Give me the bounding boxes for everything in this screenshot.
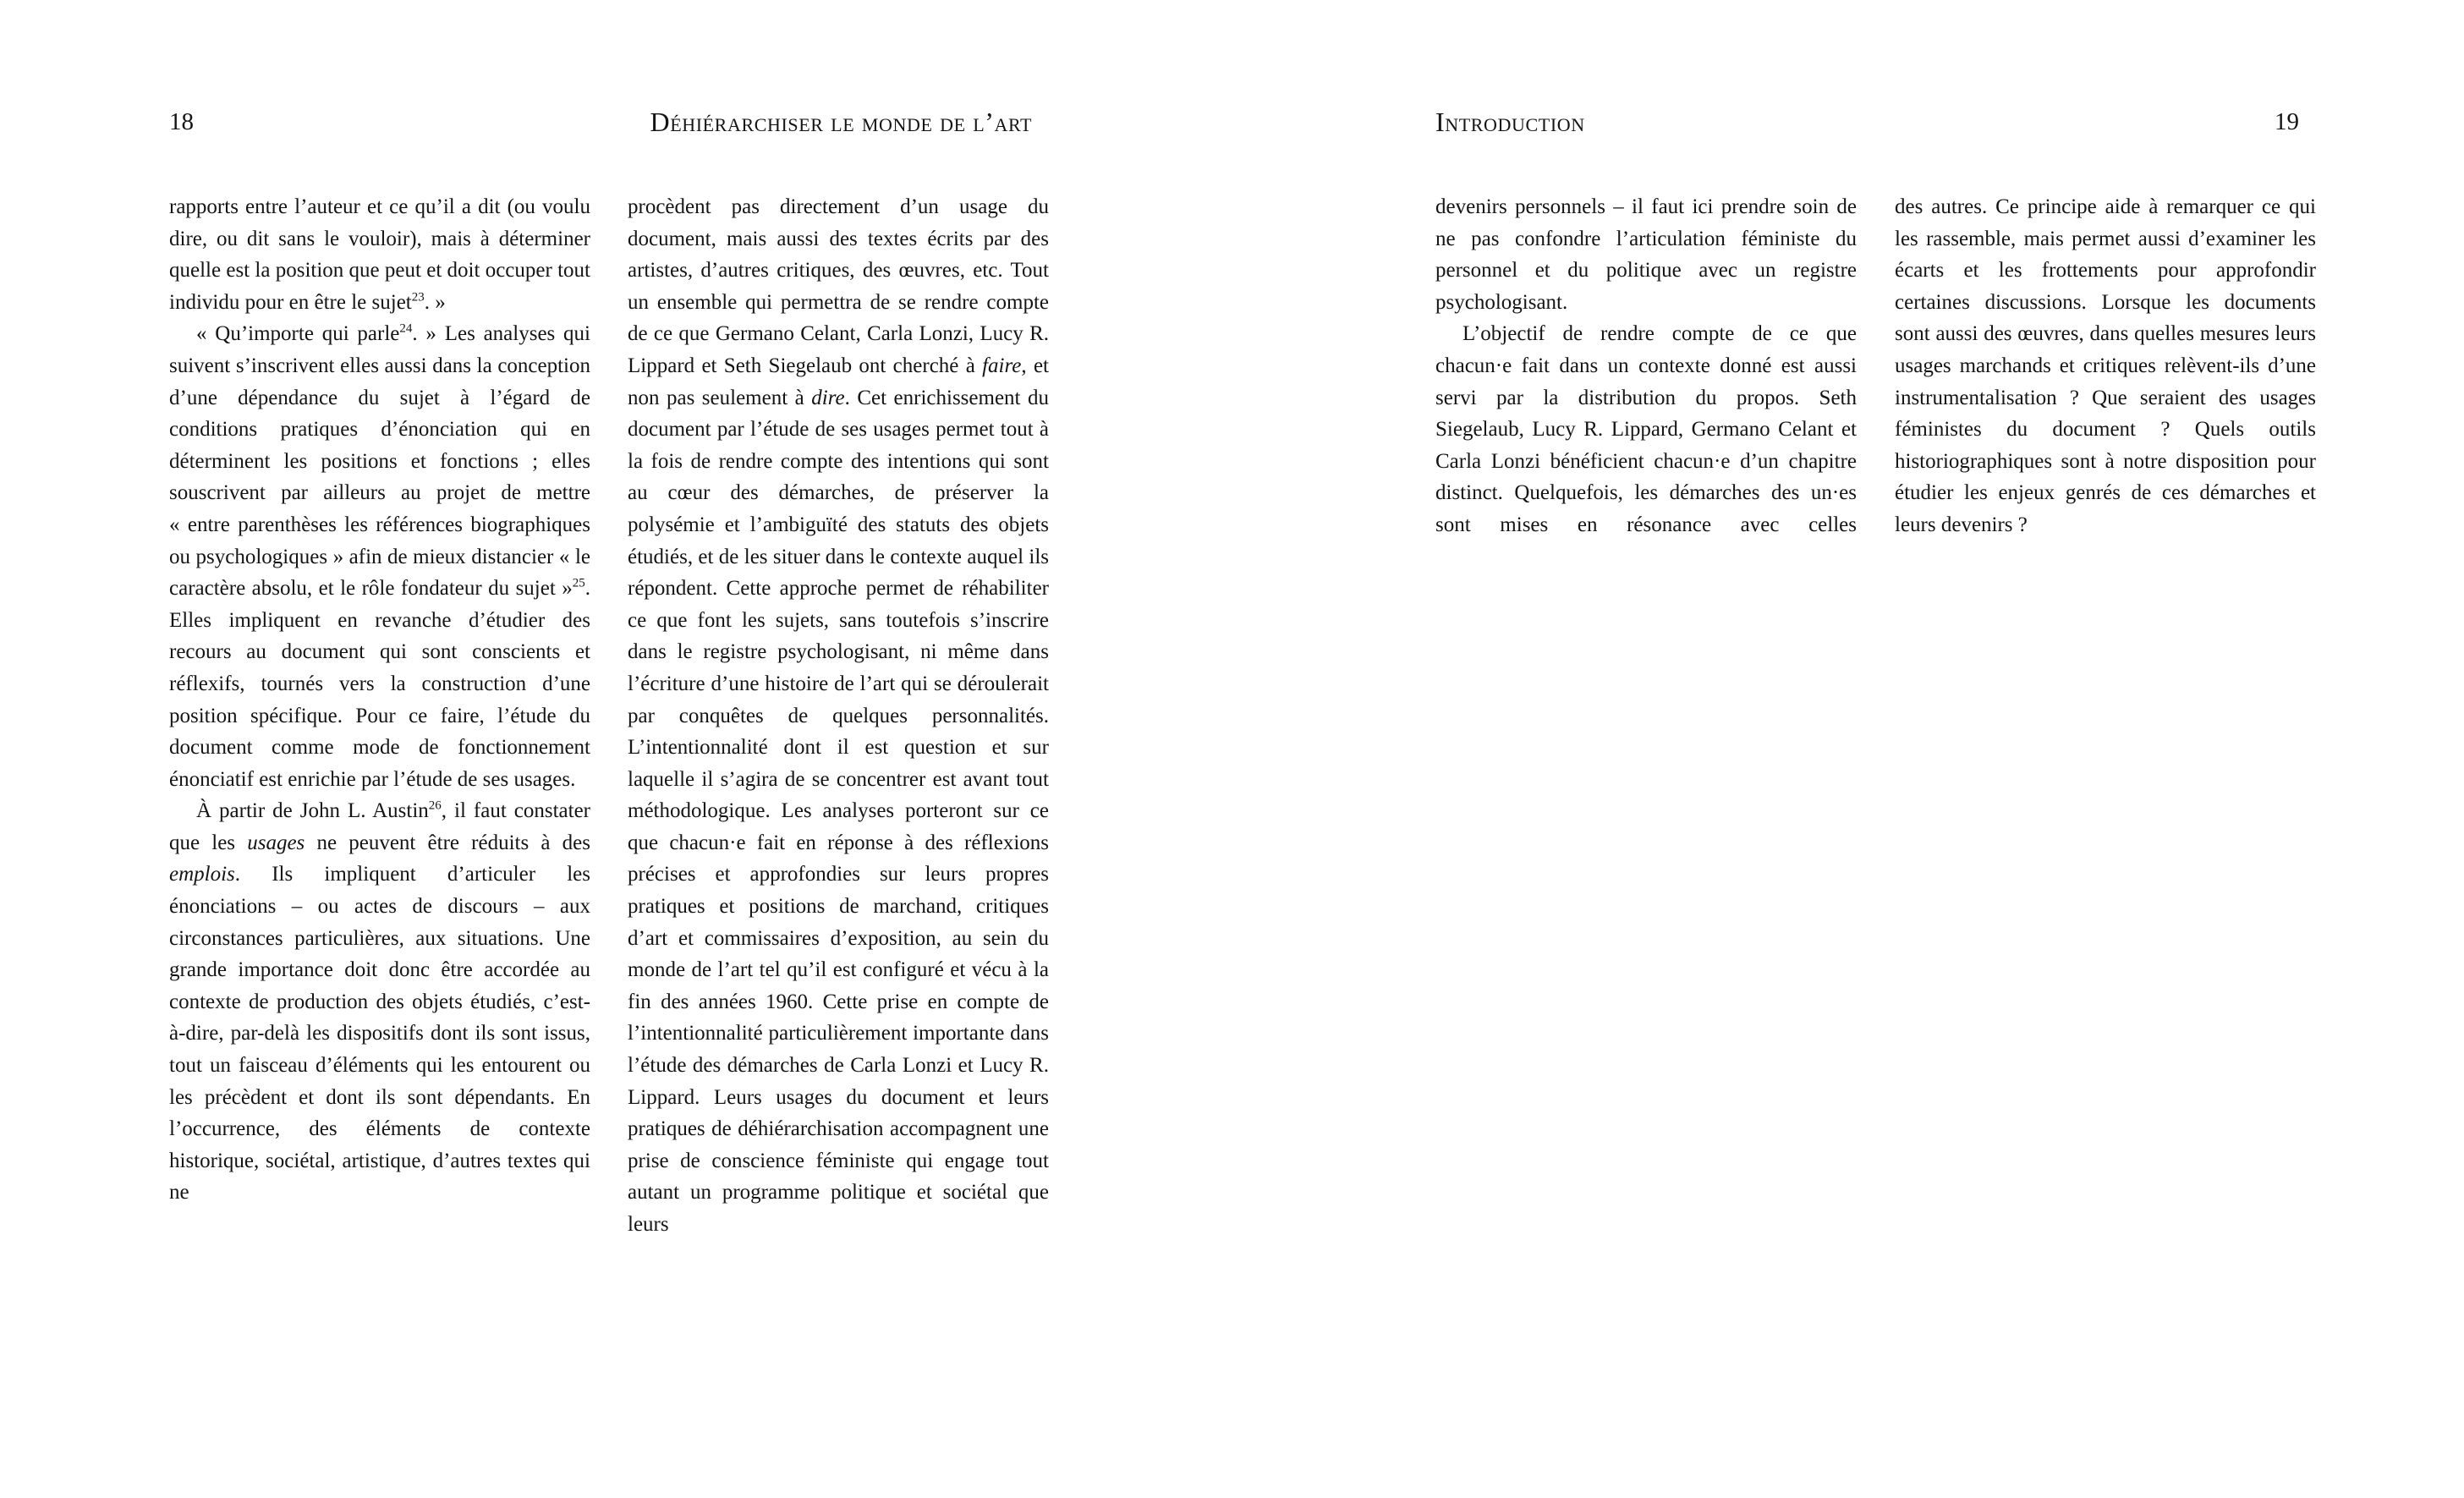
text-run: faire: [982, 354, 1022, 377]
text-run: des autres. Ce principe aide à remarquer ce qui les rassemble, mais permet aussi d’examiner les écarts et les frottements pour approfondir certaines discussions. Lorsque les documents sont aussi des œuvres, dans quelles mesures leurs usages marchands et critiques relèvent-ils d’une instrumentalisation ? Que seraient des usages féministes du document ? Quels outils historiographiques sont à notre disposition pour étudier les enjeux genrés de ces démarches et leurs devenirs ?: [1895, 195, 2316, 536]
text-run: . Ils impliquent d’articuler les énonciations – ou actes de discours – aux circonstances particulières, aux situations. Une grande importance doit donc être accordée au contexte de production des objets étudiés, c’est-à-dire, par-delà les dispositifs dont ils sont issus, tout un faisceau d’éléments qui les entourent ou les précèdent et dont ils sont dépendants. En l’occurrence, des éléments de contexte historique, sociétal, artistique, d’autres textes qui ne: [169, 863, 590, 1204]
running-head: Introduction: [1435, 107, 1585, 137]
text-run: À partir de John L. Austin: [196, 799, 429, 823]
running-head: Déhiérarchiser le monde de l’art: [650, 107, 1032, 137]
paragraph: [169, 795, 590, 1209]
page-number: 19: [2275, 108, 2299, 135]
paragraph: [1435, 191, 1857, 318]
text-column: [628, 191, 1049, 1241]
footnote-reference: 24: [399, 322, 413, 337]
text-run: . Cet enrichissement du document par l’étude de ses usages permet tout à la fois de rendre compte des intentions qui sont au cœur des démarches, de préserver la polysémie et l’ambiguïté des statuts des objets étudiés, et de les situer dans le contexte auquel ils répondent. Cette approche permet de réhabiliter ce que font les sujets, sans toutefois s’inscrire dans le registre psychologisant, ni même dans l’écriture d’une histoire de l’art qui se déroulerait par conquêtes de quelques personnalités. L’intentionnalité dont il est question et sur laquelle il s’agira de se concentrer est avant tout méthodologique. Les analyses porteront sur ce que chacun·e fait en réponse à des réflexions précises et approfondies sur leurs propres pratiques et positions de marchand, critiques d’art et commissaires d’exposition, au sein du monde de l’art tel qu’il est configuré et vécu à la fin des années 1960. Cette prise en compte de l’intentionnalité particulièrement importante dans l’étude des démarches de Carla Lonzi et Lucy R. Lippard. Leurs usages du document et leurs pratiques de déhiérarchisation accompagnent une prise de conscience féministe qui engage tout autant un programme politique et sociétal que leurs: [628, 386, 1049, 1236]
text-run: devenirs personnels – il faut ici prendre soin de ne pas confondre l’articulation féministe du personnel et du politique avec un registre psychologisant.: [1435, 195, 1857, 314]
text-run: « Qu’importe qui parle: [196, 322, 400, 346]
text-run: L’objectif de rendre compte de ce que chacun·e fait dans un contexte donné est aussi servi par la distribution du propos. Seth Siegelaub, Lucy R. Lippard, Germano Celant et Carla Lonzi bénéficient chacun·e d’un chapitre distinct. Quelquefois, les démarches des un·es sont mises en résonance avec celles: [1435, 322, 1857, 536]
text-run: usages: [247, 831, 305, 854]
paragraph: [628, 191, 1049, 1241]
footnote-reference: 23: [411, 290, 425, 305]
footnote-reference: 26: [428, 798, 442, 813]
text-column: [169, 191, 590, 1209]
text-run: rapports entre l’auteur et ce qu’il a dit (ou voulu dire, ou dit sans le vouloir), mais à déterminer quelle est la position que peut et doit occuper tout individu pour en être le sujet: [169, 195, 590, 314]
text-run: . Elles impliquent en revanche d’étudier des recours au document qui sont conscients et réflexifs, tournés vers la construction d’une position spécifique. Pour ce faire, l’étude du document comme mode de fonctionnement énonciatif est enrichie par l’étude de ses usages.: [169, 577, 590, 791]
text-run: . »: [424, 290, 446, 314]
paragraph: [1895, 191, 2316, 541]
text-run: procèdent pas directement d’un usage du document, mais aussi des textes écrits par des artistes, d’autres critiques, des œuvres, etc. Tout un ensemble qui permettra de se rendre compte de ce que Germano Celant, Carla Lonzi, Lucy R. Lippard et Seth Siegelaub ont cherché à: [628, 195, 1049, 377]
text-run: emplois: [169, 863, 235, 886]
paragraph: [169, 318, 590, 795]
text-run: ne peuvent être réduits à des: [305, 831, 590, 854]
text-run: dire: [811, 386, 845, 409]
text-run: . » Les analyses qui suivent s’inscrivent elles aussi dans la conception d’une dépendance du sujet à l’égard de conditions pratiques d’énonciation qui en déterminent les positions et fonctions ; elles souscrivent par ailleurs au projet de mettre « entre parenthèses les références biographiques ou psychologiques » afin de mieux distancier « le caractère absolu, et le rôle fondateur du sujet »: [169, 322, 590, 601]
footnote-reference: 25: [572, 576, 585, 590]
text-run: , il faut constater que les: [169, 799, 590, 854]
paragraph: [1435, 318, 1857, 540]
text-run: , et non pas seulement à: [628, 354, 1050, 409]
text-column: [1435, 191, 1857, 541]
page-number: 18: [169, 108, 194, 135]
paragraph: [169, 191, 590, 318]
text-column: [1895, 191, 2316, 541]
